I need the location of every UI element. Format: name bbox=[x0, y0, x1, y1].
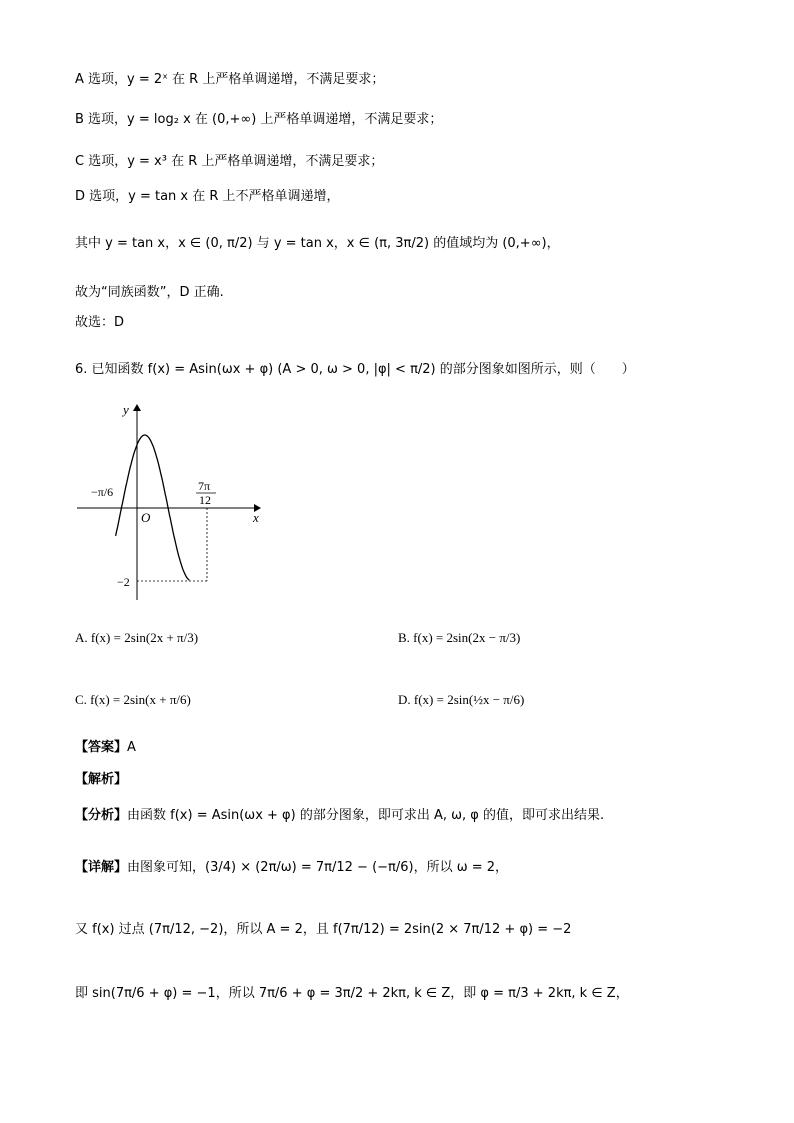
right-tick-denominator: 12 bbox=[199, 493, 211, 507]
origin-label: O bbox=[141, 510, 151, 525]
detail-text-1: 由图象可知，(3/4) × (2π/ω) = 7π/12 − (−π/6)，所以 ω = 2， bbox=[127, 860, 509, 875]
line-option-c: C 选项，y = x³ 在 R 上严格单调递增，不满足要求； bbox=[75, 154, 384, 169]
option-c[interactable]: C. f(x) = 2sin(x + π/6) bbox=[75, 692, 191, 707]
option-d[interactable]: D. f(x) = 2sin(½x − π/6) bbox=[398, 692, 525, 707]
analysis-text: 由函数 f(x) = Asin(ωx + φ) 的部分图象，即可求出 A, ω, φ 的值，即可求出结果. bbox=[127, 808, 605, 823]
analysis-line bbox=[75, 806, 754, 826]
sine-graph bbox=[75, 400, 275, 605]
option-a[interactable]: A. f(x) = 2sin(2x + π/3) bbox=[75, 630, 199, 645]
min-label: −2 bbox=[117, 575, 130, 589]
analysis-label: 【分析】 bbox=[75, 808, 128, 823]
detail-label: 【详解】 bbox=[75, 860, 128, 875]
line-option-d: D 选项，y = tan x 在 R 上不严格单调递增， bbox=[75, 189, 340, 204]
option-b[interactable]: B. f(x) = 2sin(2x − π/3) bbox=[398, 630, 521, 645]
x-axis-label: x bbox=[253, 510, 259, 525]
analysis-header: 【解析】 bbox=[75, 772, 128, 787]
detail-line-2: 又 f(x) 过点 (7π/12, −2)，所以 A = 2，且 f(7π/12) = 2sin(2 × 7π/12 + φ) = −2 bbox=[75, 922, 572, 937]
right-tick-numerator: 7π bbox=[198, 479, 211, 493]
question-6: 6. 已知函数 f(x) = Asin(ωx + φ) (A > 0, ω > 0, |φ| < π/2) 的部分图象如图所示，则（ ） bbox=[75, 362, 635, 377]
line-option-b: B 选项，y = log₂ x 在 (0,+∞) 上严格单调递增，不满足要求； bbox=[75, 112, 443, 127]
detail-line-1 bbox=[75, 858, 754, 878]
detail-line-3: 即 sin(7π/6 + φ) = −1，所以 7π/6 + φ = 3π/2 + 2kπ, k ∈ Z，即 φ = π/3 + 2kπ, k ∈ Z， bbox=[75, 986, 629, 1001]
left-tick-label: −π/6 bbox=[91, 485, 114, 499]
line-option-a: A 选项，y = 2ˣ 在 R 上严格单调递增，不满足要求； bbox=[75, 72, 385, 87]
answer-value: A bbox=[127, 740, 136, 755]
line-conclusion: 故为“同族函数”，D 正确. bbox=[75, 285, 224, 300]
line-choice: 故选：D bbox=[75, 315, 125, 330]
answer-line bbox=[75, 738, 754, 758]
line-range-statement: 其中 y = tan x，x ∈ (0, π/2) 与 y = tan x，x ∈ (π, 3π/2) 的值域均为 (0,+∞)， bbox=[75, 236, 560, 251]
answer-label: 【答案】 bbox=[75, 740, 128, 755]
y-axis-label: y bbox=[123, 402, 129, 417]
